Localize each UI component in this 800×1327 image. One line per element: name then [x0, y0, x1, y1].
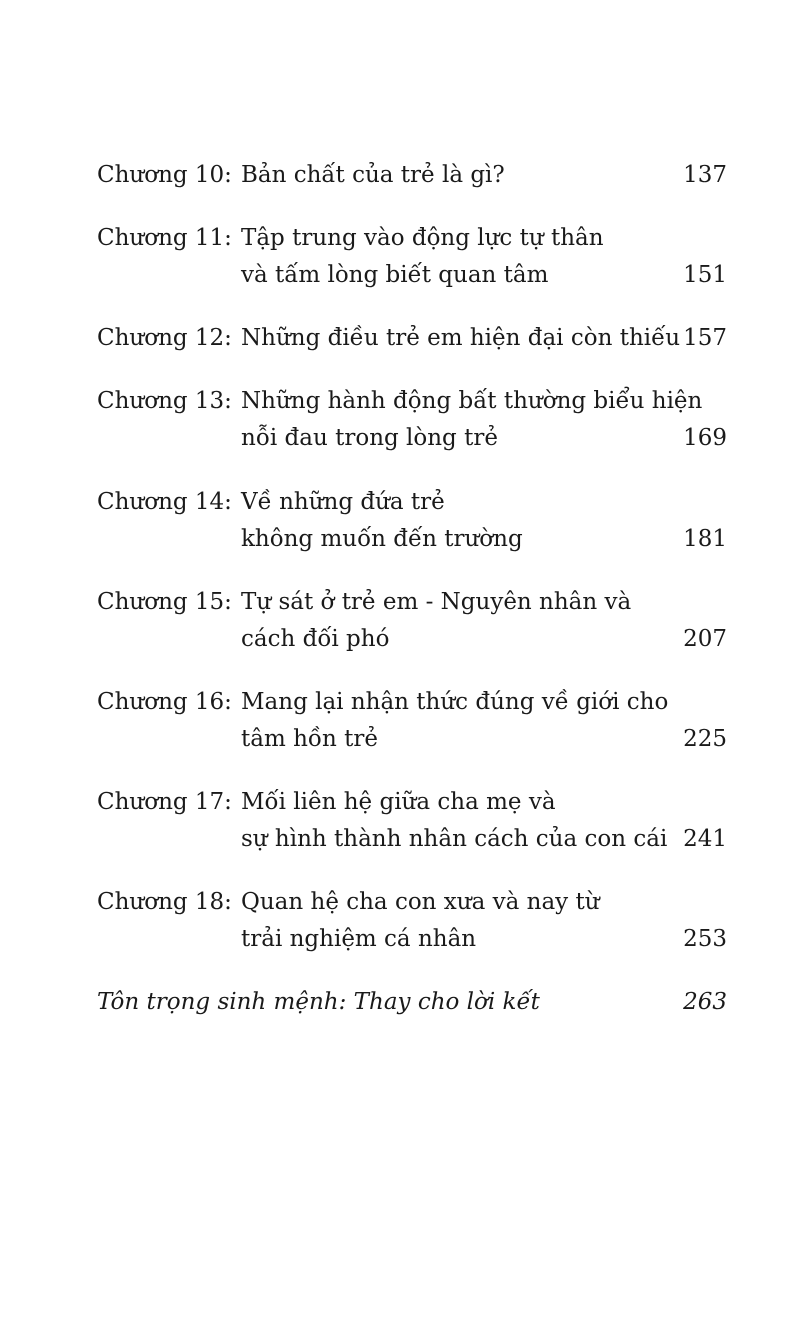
chapter-label: Chương 12:	[97, 325, 232, 351]
chapter-label: Chương 13:	[97, 388, 232, 414]
chapter-title-line: cách đối phó	[241, 626, 390, 652]
chapter-title-line: Bản chất của trẻ là gì?	[241, 162, 505, 188]
chapter-title	[241, 383, 702, 457]
chapter-title	[241, 884, 600, 958]
chapter-label: Chương 11:	[97, 225, 232, 251]
page-number: 263	[683, 989, 727, 1015]
chapter-label: Chương 14:	[97, 489, 232, 515]
chapter-title-line: tâm hồn trẻ	[241, 726, 378, 752]
chapter-title-line: không muốn đến trường	[241, 526, 523, 552]
chapter-title	[241, 320, 680, 357]
page-number: 181	[683, 526, 727, 552]
page-number: 137	[683, 162, 727, 188]
chapter-label: Chương 15:	[97, 589, 232, 615]
chapter-title-line: Mang lại nhận thức đúng về giới cho	[241, 689, 669, 715]
chapter-title	[241, 157, 505, 194]
chapter-title-line: Mối liên hệ giữa cha mẹ và	[241, 789, 556, 815]
chapter-title	[241, 484, 523, 558]
chapter-title-line: Những điều trẻ em hiện đại còn thiếu	[241, 325, 681, 351]
chapter-label: Chương 18:	[97, 889, 232, 915]
page-number: 225	[683, 726, 727, 752]
chapter-title-line: nỗi đau trong lòng trẻ	[241, 425, 498, 451]
chapter-title	[241, 684, 668, 758]
page-number: 151	[683, 262, 727, 288]
chapter-title-line: sự hình thành nhân cách của con cái	[241, 826, 668, 852]
chapter-title-line: và tấm lòng biết quan tâm	[241, 262, 549, 288]
page-number: 253	[683, 926, 727, 952]
closing-title: Tôn trọng sinh mệnh: Thay cho lời kết	[97, 989, 540, 1015]
chapter-label: Chương 16:	[97, 689, 232, 715]
page-number: 241	[683, 826, 727, 852]
chapter-title-line: Về những đứa trẻ	[241, 489, 445, 515]
chapter-title-line: Tự sát ở trẻ em - Nguyên nhân và	[241, 589, 632, 615]
chapter-label: Chương 17:	[97, 789, 232, 815]
chapter-title-line: trải nghiệm cá nhân	[241, 926, 477, 952]
page-number: 157	[683, 325, 727, 351]
chapter-title-line: Những hành động bất thường biểu hiện	[241, 388, 703, 414]
chapter-title-line: Tập trung vào động lực tự thân	[241, 225, 604, 251]
chapter-label: Chương 10:	[97, 162, 232, 188]
chapter-title-line: Quan hệ cha con xưa và nay từ	[241, 889, 600, 915]
page-number: 169	[683, 425, 727, 451]
chapter-title	[241, 784, 667, 858]
chapter-title	[241, 584, 631, 658]
page-number: 207	[683, 626, 727, 652]
chapter-title	[241, 220, 604, 294]
